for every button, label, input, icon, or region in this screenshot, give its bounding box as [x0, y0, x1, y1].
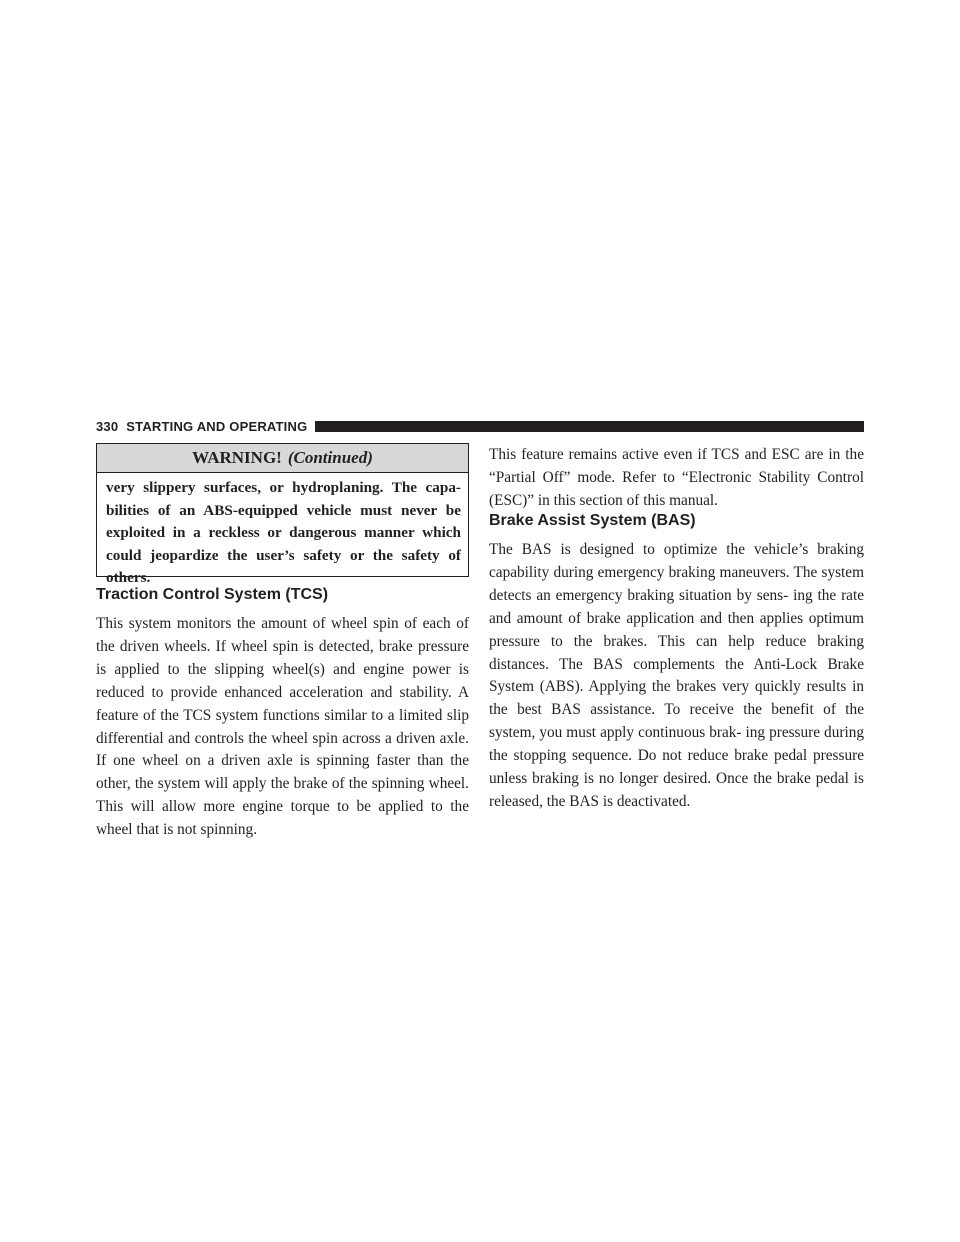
warning-body: very slippery surfaces, or hydroplaning. The capa- bilities of an ABS-equipped vehicle must never be exploited in a reckless or dangerous manner which could jeopardize the user’s safety or the safety of others. — [106, 479, 461, 587]
tcs-heading: Traction Control System (TCS) — [96, 586, 329, 603]
page-number: 330 — [96, 418, 119, 434]
page-header — [96, 418, 864, 434]
warning-header — [97, 444, 468, 473]
bas-paragraph: The BAS is designed to optimize the vehicle’s braking capability during emergency braking maneuvers. The system detects an emergency braking situation by sens- ing the rate and amount of brake application and then applies optimum pressure to the brakes. This can help reduce braking distances. The BAS complements the Anti-Lock Brake System (ABS). Applying the brakes very quickly results in the best BAS assistance. To receive the benefit of the system, you must apply continuous brak- ing pressure during the stopping sequence. Do not reduce brake pedal pressure unless braking is no longer desired. Once the brake pedal is released, the BAS is deactivated. — [489, 541, 864, 810]
section-title: STARTING AND OPERATING — [126, 418, 308, 434]
tcs-continued-paragraph: This feature remains active even if TCS and ESC are in the “Partial Off” mode. Refer to “Electronic Stability Control (ESC)” in this section of this manual. — [489, 446, 864, 509]
bas-heading: Brake Assist System (BAS) — [489, 512, 696, 529]
warning-continued: (Continued) — [287, 448, 373, 467]
header-rule — [315, 421, 864, 432]
tcs-paragraph: This system monitors the amount of wheel spin of each of the driven wheels. If wheel spin is detected, brake pressure is applied to the slipping wheel(s) and engine power is reduced to provide enhanced acceleration and stability. A feature of the TCS system functions similar to a limited slip differential and controls the wheel spin across a driven axle. If one wheel on a driven axle is spinning faster than the other, the system will apply the brake of the spinning wheel. This will allow more engine torque to be applied to the wheel that is not spinning. — [96, 615, 469, 839]
warning-title: WARNING! — [192, 448, 282, 467]
warning-box — [96, 443, 469, 587]
